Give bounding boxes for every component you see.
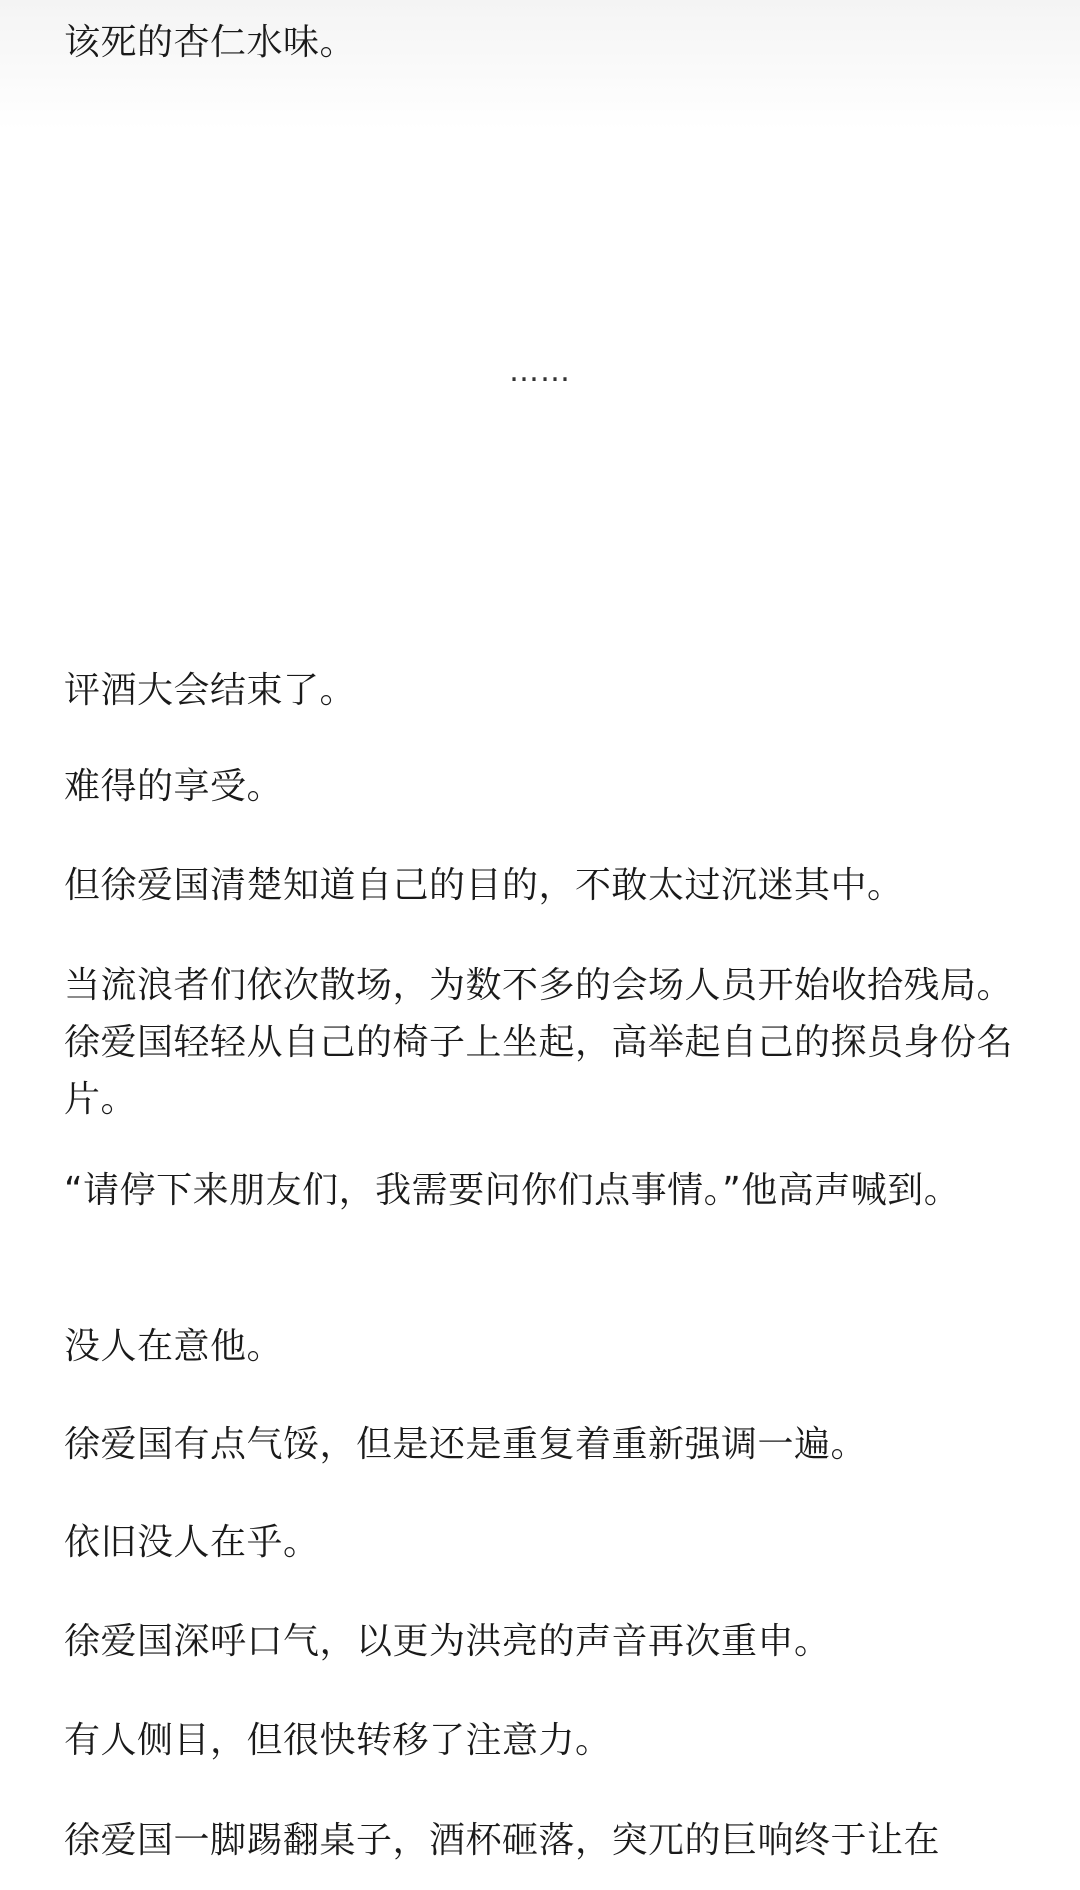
paragraph-5: “请停下来朋友们，我需要问你们点事情。”他高声喊到。 — [64, 1170, 961, 1211]
paragraph-3: 但徐爱国清楚知道自己的目的，不敢太过沉迷其中。 — [64, 865, 904, 906]
paragraph-8: 依旧没人在乎。 — [64, 1522, 320, 1563]
intro-line: 该死的杏仁水味。 — [64, 22, 357, 63]
paragraph-1: 评酒大会结束了。 — [64, 670, 357, 711]
paragraph-2: 难得的享受。 — [64, 766, 284, 807]
paragraph-6: 没人在意他。 — [64, 1326, 284, 1367]
paragraph-10: 有人侧目，但很快转移了注意力。 — [64, 1720, 612, 1761]
paragraph-4: 当流浪者们依次散场，为数不多的会场人员开始收拾残局。徐爱国轻轻从自己的椅子上坐起，高举起自己的探员身份名片。 — [64, 965, 1014, 1120]
paragraph-7: 徐爱国有点气馁，但是还是重复着重新强调一遍。 — [64, 1424, 868, 1465]
paragraph-11: 徐爱国一脚踢翻桌子，酒杯砸落，突兀的巨响终于让在 — [64, 1820, 941, 1861]
section-separator: …… — [509, 354, 571, 389]
paragraph-9: 徐爱国深呼口气，以更为洪亮的声音再次重申。 — [64, 1621, 831, 1662]
